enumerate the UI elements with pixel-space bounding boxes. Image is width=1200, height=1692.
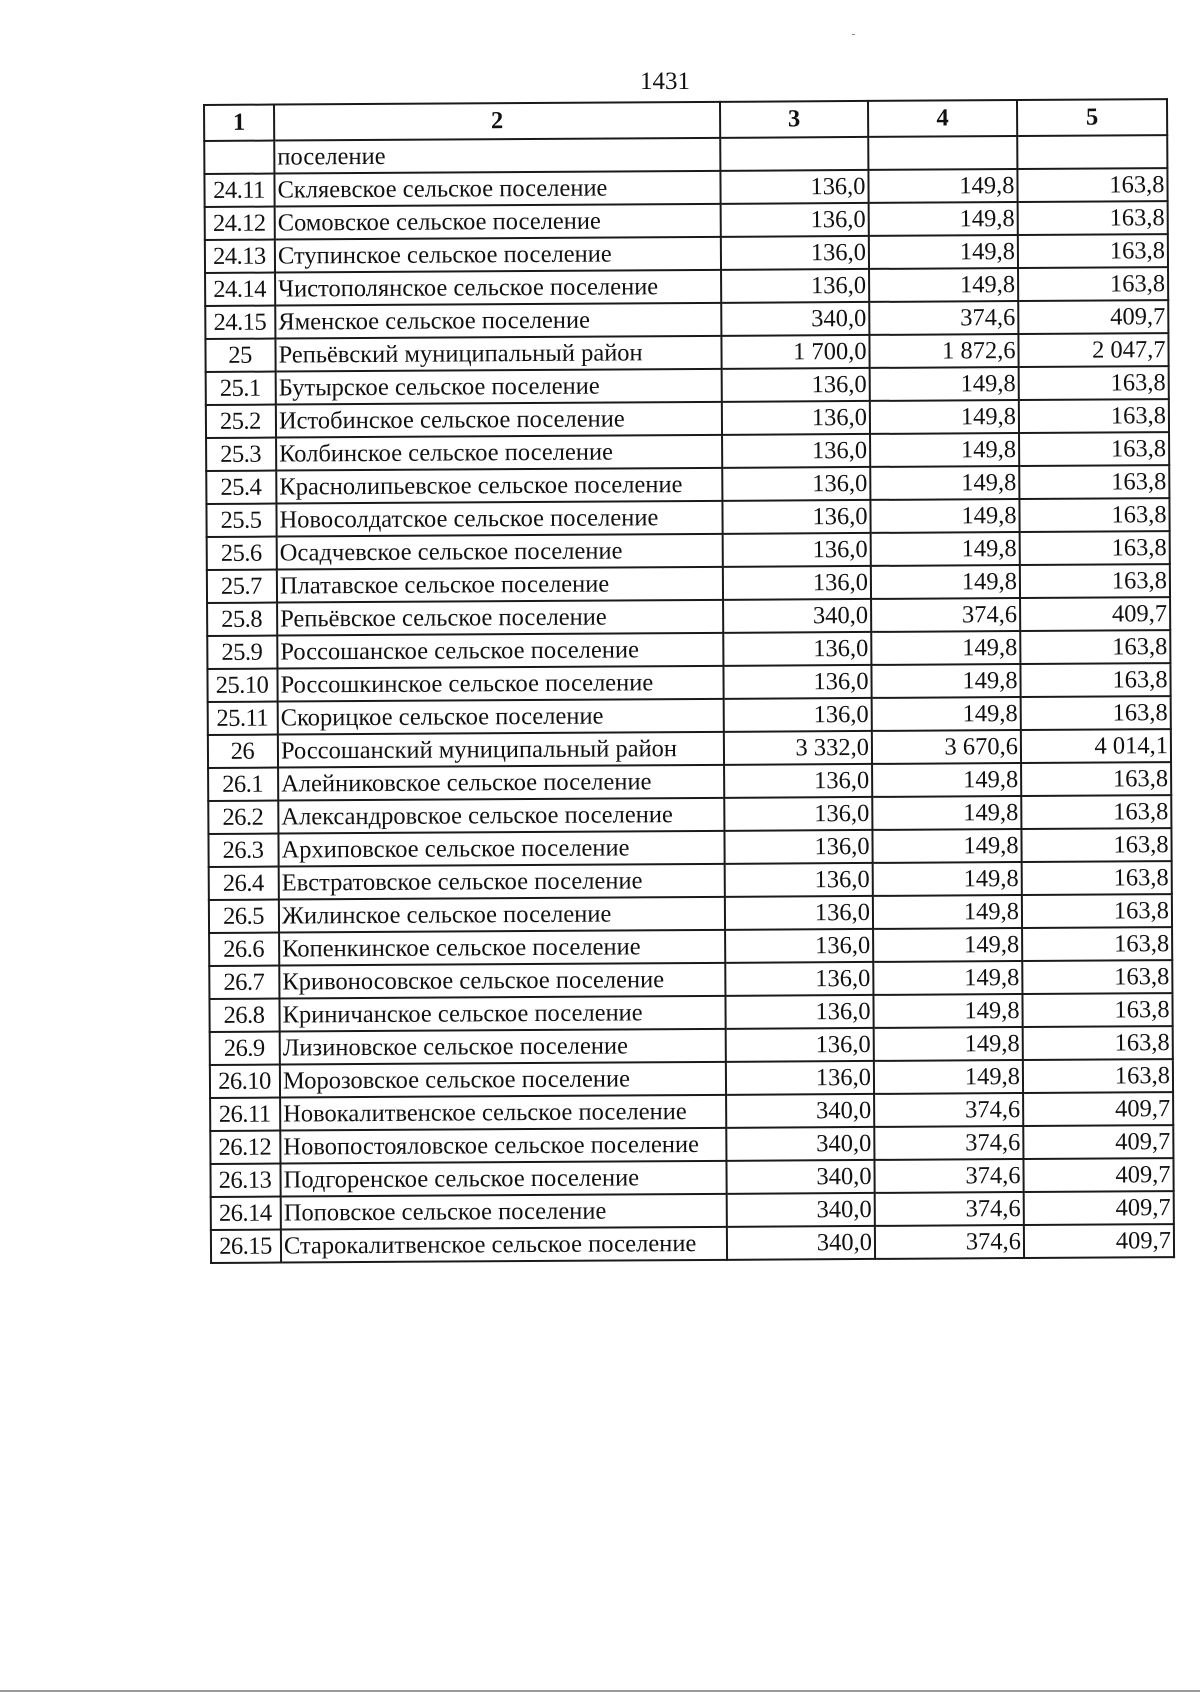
value-col-5-cell: 163,8 (1019, 399, 1169, 433)
value-col-4-cell: 149,8 (873, 994, 1022, 1028)
value-col-4-cell: 149,8 (873, 862, 1022, 896)
value-col-4-cell: 1 872,6 (869, 334, 1018, 368)
value-col-3-cell: 136,0 (725, 896, 873, 930)
value-col-4-cell: 149,8 (874, 1027, 1023, 1061)
value-col-5-cell: 163,8 (1021, 696, 1171, 730)
settlement-name-cell: Жилинское сельское поселение (279, 897, 725, 933)
value-col-4-cell: 149,8 (871, 532, 1020, 566)
value-col-4-cell: 149,8 (872, 697, 1021, 731)
row-number-cell: 26.7 (209, 966, 279, 999)
row-number-cell: 26.11 (210, 1098, 280, 1131)
value-col-4-cell: 149,8 (871, 565, 1020, 599)
row-number-cell: 26.2 (208, 801, 278, 834)
row-number-cell: 26.15 (211, 1230, 281, 1263)
value-col-5-cell (1017, 135, 1167, 169)
row-number-cell: 26.5 (209, 900, 279, 933)
settlement-name-cell: Морозовское сельское поселение (280, 1062, 726, 1098)
value-col-3-cell: 136,0 (723, 665, 871, 699)
value-col-4-cell: 149,8 (869, 235, 1018, 269)
value-col-3-cell: 340,0 (727, 1193, 875, 1227)
settlement-name-cell: Кривоносовское сельское поселение (279, 963, 725, 999)
value-col-5-cell: 163,8 (1019, 366, 1169, 400)
value-col-4-cell: 149,8 (869, 268, 1018, 302)
value-col-4-cell: 149,8 (872, 829, 1021, 863)
value-col-4-cell: 3 670,6 (872, 730, 1021, 764)
settlement-name-cell: Скорицкое сельское поселение (278, 699, 724, 735)
settlement-name-cell: Россошанское сельское поселение (277, 633, 723, 669)
value-col-5-cell: 163,8 (1021, 762, 1171, 796)
row-number-cell: 24.12 (205, 207, 275, 240)
value-col-3-cell: 136,0 (722, 500, 870, 534)
value-col-5-cell: 163,8 (1018, 234, 1168, 268)
value-col-4-cell: 149,8 (870, 400, 1019, 434)
header-cell-3: 3 (720, 101, 868, 138)
value-col-3-cell: 136,0 (724, 797, 872, 831)
value-col-4-cell: 149,8 (874, 1060, 1023, 1094)
value-col-5-cell: 2 047,7 (1018, 333, 1168, 367)
value-col-5-cell: 409,7 (1024, 1191, 1174, 1225)
settlement-name-cell: Поповское сельское поселение (281, 1194, 727, 1230)
value-col-3-cell: 136,0 (725, 962, 873, 996)
value-col-5-cell: 163,8 (1022, 894, 1172, 928)
header-cell-5: 5 (1017, 99, 1167, 136)
header-row (204, 99, 1167, 141)
value-col-5-cell: 4 014,1 (1021, 729, 1171, 763)
value-col-5-cell: 163,8 (1018, 267, 1168, 301)
value-col-3-cell: 136,0 (725, 863, 873, 897)
value-col-3-cell: 136,0 (725, 929, 873, 963)
settlement-name-cell: Скляевское сельское поселение (274, 171, 720, 207)
page-number: 1431 (640, 68, 690, 95)
value-col-4-cell: 149,8 (873, 928, 1022, 962)
value-col-4-cell: 149,8 (870, 367, 1019, 401)
value-col-3-cell: 136,0 (724, 830, 872, 864)
row-number-cell: 26.12 (210, 1131, 280, 1164)
value-col-4-cell: 149,8 (870, 499, 1019, 533)
settlement-name-cell: Архиповское сельское поселение (278, 831, 724, 867)
settlement-name-cell: Чистополянское сельское поселение (275, 270, 721, 306)
row-number-cell: 26 (208, 735, 278, 768)
value-col-5-cell: 163,8 (1022, 861, 1172, 895)
value-col-3-cell: 340,0 (726, 1160, 874, 1194)
row-number-cell: 25.9 (207, 636, 277, 669)
value-col-4-cell: 374,6 (869, 301, 1018, 335)
settlement-name-cell: Копенкинское сельское поселение (279, 930, 725, 966)
row-number-cell: 25.6 (207, 537, 277, 570)
table-row (211, 1224, 1174, 1263)
value-col-5-cell: 163,8 (1021, 795, 1171, 829)
settlement-name-cell: Новосолдатское сельское поселение (276, 501, 722, 537)
value-col-5-cell: 409,7 (1024, 1224, 1174, 1258)
value-col-5-cell: 409,7 (1023, 1125, 1173, 1159)
row-number-cell: 25.7 (207, 570, 277, 603)
value-col-5-cell: 409,7 (1020, 597, 1170, 631)
value-col-4-cell: 149,8 (871, 664, 1020, 698)
value-col-5-cell: 163,8 (1020, 630, 1170, 664)
settlement-name-cell: Краснолипьевское сельское поселение (276, 468, 722, 504)
value-col-3-cell: 340,0 (723, 599, 871, 633)
row-number-cell: 25.2 (206, 405, 276, 438)
header-cell-4: 4 (868, 100, 1017, 137)
value-col-3-cell: 136,0 (721, 236, 869, 270)
row-number-cell: 26.9 (210, 1032, 280, 1065)
row-number-cell: 25.10 (207, 669, 277, 702)
settlement-name-cell: Лизиновское сельское поселение (280, 1029, 726, 1065)
value-col-3-cell: 340,0 (726, 1094, 874, 1128)
row-number-cell: 26.3 (208, 834, 278, 867)
value-col-5-cell: 163,8 (1021, 828, 1171, 862)
row-number-cell: 26.1 (208, 768, 278, 801)
value-col-3-cell: 3 332,0 (724, 731, 872, 765)
settlement-name-cell: Евстратовское сельское поселение (279, 864, 725, 900)
settlement-name-cell: Яменское сельское поселение (275, 303, 721, 339)
row-number-cell: 25.3 (206, 438, 276, 471)
value-col-3-cell: 1 700,0 (721, 335, 869, 369)
row-number-cell: 25.5 (206, 504, 276, 537)
settlement-name-cell: Новопостояловское сельское поселение (280, 1128, 726, 1164)
settlement-name-cell: Платавское сельское поселение (277, 567, 723, 603)
value-col-4-cell: 374,6 (875, 1192, 1024, 1226)
value-col-5-cell: 163,8 (1022, 960, 1172, 994)
value-col-3-cell: 340,0 (727, 1226, 875, 1260)
row-number-cell: 25.4 (206, 471, 276, 504)
row-number-cell (204, 141, 274, 174)
value-col-5-cell: 409,7 (1018, 300, 1168, 334)
settlement-name-cell: Криничанское сельское поселение (279, 996, 725, 1032)
value-col-4-cell: 149,8 (869, 202, 1018, 236)
row-number-cell: 26.4 (209, 867, 279, 900)
row-number-cell: 26.8 (209, 999, 279, 1032)
row-number-cell: 26.14 (211, 1197, 281, 1230)
value-col-5-cell: 163,8 (1017, 168, 1167, 202)
value-col-3-cell: 136,0 (724, 764, 872, 798)
value-col-4-cell: 374,6 (874, 1093, 1023, 1127)
value-col-5-cell: 409,7 (1023, 1092, 1173, 1126)
value-col-4-cell (868, 136, 1017, 170)
value-col-4-cell: 374,6 (875, 1225, 1024, 1259)
settlement-name-cell: Алейниковское сельское поселение (278, 765, 724, 801)
value-col-3-cell: 340,0 (721, 302, 869, 336)
row-number-cell: 25.8 (207, 603, 277, 636)
value-col-3-cell: 136,0 (726, 1061, 874, 1095)
header-cell-1: 1 (204, 105, 274, 141)
value-col-3-cell: 136,0 (722, 401, 870, 435)
value-col-3-cell: 136,0 (723, 632, 871, 666)
value-col-3-cell: 136,0 (723, 533, 871, 567)
value-col-4-cell: 374,6 (874, 1159, 1023, 1193)
row-number-cell: 26.13 (210, 1164, 280, 1197)
value-col-5-cell: 163,8 (1020, 564, 1170, 598)
value-col-4-cell: 374,6 (871, 598, 1020, 632)
value-col-5-cell: 163,8 (1020, 663, 1170, 697)
settlement-name-cell: Колбинское сельское поселение (276, 435, 722, 471)
row-number-cell: 25.1 (206, 372, 276, 405)
value-col-4-cell: 149,8 (873, 961, 1022, 995)
value-col-3-cell: 136,0 (722, 368, 870, 402)
value-col-3-cell: 136,0 (722, 434, 870, 468)
value-col-4-cell: 149,8 (870, 433, 1019, 467)
row-number-cell: 24.14 (205, 273, 275, 306)
settlement-name-cell: Александровское сельское поселение (278, 798, 724, 834)
row-number-cell: 24.13 (205, 240, 275, 273)
table-body (204, 135, 1174, 1263)
value-col-3-cell (720, 137, 868, 171)
value-col-5-cell: 163,8 (1022, 993, 1172, 1027)
value-col-4-cell: 149,8 (870, 466, 1019, 500)
settlement-name-cell: поселение (274, 138, 720, 174)
settlement-name-cell: Россошкинское сельское поселение (277, 666, 723, 702)
value-col-3-cell: 136,0 (724, 698, 872, 732)
settlement-name-cell: Россошанский муниципальный район (278, 732, 724, 768)
row-number-cell: 24.15 (205, 306, 275, 339)
scan-speck (852, 34, 855, 35)
value-col-3-cell: 136,0 (726, 1028, 874, 1062)
value-col-5-cell: 163,8 (1020, 531, 1170, 565)
row-number-cell: 25 (205, 339, 275, 372)
value-col-5-cell: 163,8 (1023, 1026, 1173, 1060)
value-col-4-cell: 374,6 (874, 1126, 1023, 1160)
value-col-4-cell: 149,8 (871, 631, 1020, 665)
value-col-5-cell: 163,8 (1023, 1059, 1173, 1093)
settlement-name-cell: Новокалитвенское сельское поселение (280, 1095, 726, 1131)
settlement-name-cell: Репьёвское сельское поселение (277, 600, 723, 636)
settlement-name-cell: Бутырское сельское поселение (276, 369, 722, 405)
value-col-5-cell: 409,7 (1023, 1158, 1173, 1192)
value-col-5-cell: 163,8 (1019, 432, 1169, 466)
header-cell-2: 2 (274, 102, 720, 141)
value-col-3-cell: 136,0 (721, 203, 869, 237)
value-col-3-cell: 340,0 (726, 1127, 874, 1161)
value-col-3-cell: 136,0 (725, 995, 873, 1029)
value-col-5-cell: 163,8 (1019, 465, 1169, 499)
value-col-4-cell: 149,8 (872, 796, 1021, 830)
value-col-4-cell: 149,8 (872, 763, 1021, 797)
value-col-5-cell: 163,8 (1018, 201, 1168, 235)
value-col-5-cell: 163,8 (1019, 498, 1169, 532)
row-number-cell: 26.6 (209, 933, 279, 966)
settlement-name-cell: Сомовское сельское поселение (275, 204, 721, 240)
value-col-3-cell: 136,0 (721, 269, 869, 303)
value-col-3-cell: 136,0 (722, 467, 870, 501)
settlement-name-cell: Истобинское сельское поселение (276, 402, 722, 438)
budget-table (203, 98, 1175, 1264)
row-number-cell: 24.11 (204, 174, 274, 207)
value-col-4-cell: 149,8 (868, 169, 1017, 203)
settlement-name-cell: Репьёвский муниципальный район (275, 336, 721, 372)
settlement-name-cell: Старокалитвенское сельское поселение (281, 1227, 727, 1263)
settlement-name-cell: Ступинское сельское поселение (275, 237, 721, 273)
table-container (203, 98, 1173, 1264)
settlement-name-cell: Осадчевское сельское поселение (277, 534, 723, 570)
row-number-cell: 25.11 (208, 702, 278, 735)
value-col-5-cell: 163,8 (1022, 927, 1172, 961)
value-col-4-cell: 149,8 (873, 895, 1022, 929)
table-header (204, 99, 1167, 141)
value-col-3-cell: 136,0 (720, 170, 868, 204)
value-col-3-cell: 136,0 (723, 566, 871, 600)
settlement-name-cell: Подгоренское сельское поселение (280, 1161, 726, 1197)
row-number-cell: 26.10 (210, 1065, 280, 1098)
